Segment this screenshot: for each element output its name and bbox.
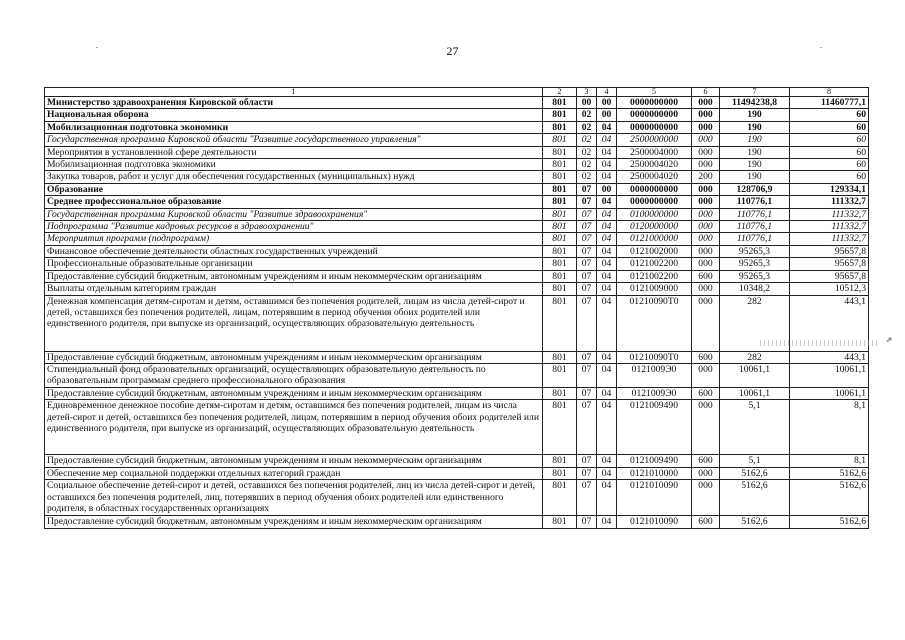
header-cell: 1	[45, 88, 543, 97]
target-article-cell: 0000000000	[617, 97, 692, 109]
table-row	[45, 245, 869, 257]
subsection-code-cell: 04	[597, 400, 617, 455]
row-name-cell: Среднее профессиональное образование	[45, 196, 543, 208]
row-name-cell: Финансовое обеспечение деятельности областных государственных учреждений	[45, 245, 543, 257]
row-name-cell: Мобилизационная подготовка экономики	[45, 121, 543, 133]
target-article-cell: 2500000000	[617, 134, 692, 146]
amount-year1-cell: 110776,1	[720, 233, 790, 245]
chapter-code-cell: 07	[577, 196, 597, 208]
expense-type-cell: 000	[692, 183, 720, 195]
section-code-cell: 801	[543, 121, 577, 133]
subsection-code-cell: 04	[597, 295, 617, 351]
section-code-cell: 801	[543, 455, 577, 467]
amount-year2-cell: 60	[790, 171, 869, 183]
target-article-cell: 0121002200	[617, 258, 692, 270]
chapter-code-cell: 07	[577, 400, 597, 455]
row-name-cell: Предоставление субсидий бюджетным, автономным учреждениям и иным некоммерческим организациям	[45, 516, 543, 528]
amount-year2-cell: 95657,8	[790, 258, 869, 270]
table-row	[45, 171, 869, 183]
section-code-cell: 801	[543, 146, 577, 158]
target-article-cell: 0121002200	[617, 270, 692, 282]
header-cell: 3	[577, 88, 597, 97]
table-row	[45, 146, 869, 158]
section-code-cell: 801	[543, 221, 577, 233]
amount-year1-cell: 190	[720, 159, 790, 171]
subsection-code-cell: 04	[597, 134, 617, 146]
target-article-cell: 0121009Э0	[617, 387, 692, 399]
section-code-cell: 801	[543, 233, 577, 245]
expense-type-cell: 000	[692, 295, 720, 351]
amount-year1-cell: 190	[720, 146, 790, 158]
section-code-cell: 801	[543, 467, 577, 479]
target-article-cell: 0121010000	[617, 467, 692, 479]
section-code-cell: 801	[543, 183, 577, 195]
subsection-code-cell: 04	[597, 146, 617, 158]
chapter-code-cell: 02	[577, 159, 597, 171]
expense-type-cell: 000	[692, 146, 720, 158]
chapter-code-cell: 02	[577, 146, 597, 158]
subsection-code-cell: 04	[597, 455, 617, 467]
chapter-code-cell: 00	[577, 97, 597, 109]
amount-year2-cell: 95657,8	[790, 245, 869, 257]
section-code-cell: 801	[543, 109, 577, 121]
subsection-code-cell: 04	[597, 196, 617, 208]
subsection-code-cell: 04	[597, 171, 617, 183]
chapter-code-cell: 07	[577, 233, 597, 245]
subsection-code-cell: 04	[597, 121, 617, 133]
amount-year2-cell: 8,1	[790, 400, 869, 455]
row-name-cell: Предоставление субсидий бюджетным, автономным учреждениям и иным некоммерческим организациям	[45, 351, 543, 363]
table-row	[45, 221, 869, 233]
expense-type-cell: 000	[692, 221, 720, 233]
chapter-code-cell: 02	[577, 134, 597, 146]
amount-year1-cell: 190	[720, 109, 790, 121]
header-cell: 8	[790, 88, 869, 97]
chapter-code-cell: 07	[577, 221, 597, 233]
target-article-cell: 2500004020	[617, 159, 692, 171]
expense-type-cell: 600	[692, 351, 720, 363]
amount-year2-cell: 60	[790, 134, 869, 146]
row-name-cell: Подпрограмма "Развитие кадровых ресурсов в здравоохранении"	[45, 221, 543, 233]
table-row	[45, 363, 869, 387]
subsection-code-cell: 04	[597, 351, 617, 363]
row-name-cell: Профессиональные образовательные организации	[45, 258, 543, 270]
expense-type-cell: 000	[692, 283, 720, 295]
target-article-cell: 0121009000	[617, 283, 692, 295]
expense-type-cell: 000	[692, 245, 720, 257]
target-article-cell: 0121010090	[617, 516, 692, 528]
target-article-cell: 01210090Т0	[617, 295, 692, 351]
amount-year1-cell: 110776,1	[720, 221, 790, 233]
header-cell: 6	[692, 88, 720, 97]
scan-smudge	[760, 340, 878, 346]
section-code-cell: 801	[543, 171, 577, 183]
table-row	[45, 455, 869, 467]
subsection-code-cell: 04	[597, 467, 617, 479]
section-code-cell: 801	[543, 480, 577, 516]
expense-type-cell: 000	[692, 159, 720, 171]
expense-type-cell: 000	[692, 467, 720, 479]
table-row	[45, 400, 869, 455]
subsection-code-cell: 04	[597, 233, 617, 245]
expense-type-cell: 200	[692, 171, 720, 183]
scan-dot	[96, 47, 98, 48]
chapter-code-cell: 07	[577, 295, 597, 351]
amount-year1-cell: 95265,3	[720, 245, 790, 257]
target-article-cell: 0120000000	[617, 221, 692, 233]
table-row	[45, 258, 869, 270]
amount-year2-cell: 443,1	[790, 351, 869, 363]
amount-year2-cell: 5162,6	[790, 467, 869, 479]
subsection-code-cell: 00	[597, 183, 617, 195]
expense-type-cell: 600	[692, 270, 720, 282]
amount-year1-cell: 128706,9	[720, 183, 790, 195]
table-row	[45, 270, 869, 282]
amount-year2-cell: 60	[790, 146, 869, 158]
amount-year1-cell: 95265,3	[720, 258, 790, 270]
amount-year1-cell: 5,1	[720, 400, 790, 455]
chapter-code-cell: 07	[577, 245, 597, 257]
target-article-cell: 0000000000	[617, 109, 692, 121]
amount-year2-cell: 5162,6	[790, 480, 869, 516]
row-name-cell: Обеспечение мер социальной поддержки отдельных категорий граждан	[45, 467, 543, 479]
amount-year1-cell: 5,1	[720, 455, 790, 467]
amount-year2-cell: 5162,6	[790, 516, 869, 528]
amount-year1-cell: 190	[720, 121, 790, 133]
amount-year1-cell: 110776,1	[720, 196, 790, 208]
table-row	[45, 351, 869, 363]
subsection-code-cell: 04	[597, 245, 617, 257]
chapter-code-cell: 07	[577, 258, 597, 270]
amount-year1-cell: 10348,2	[720, 283, 790, 295]
chapter-code-cell: 07	[577, 351, 597, 363]
row-name-cell: Мероприятия в установленной сфере деятельности	[45, 146, 543, 158]
table-row	[45, 121, 869, 133]
chapter-code-cell: 07	[577, 270, 597, 282]
subsection-code-cell: 00	[597, 97, 617, 109]
section-code-cell: 801	[543, 134, 577, 146]
chapter-code-cell: 02	[577, 121, 597, 133]
amount-year2-cell: 443,1	[790, 295, 869, 351]
page-number: 27	[446, 44, 459, 58]
amount-year1-cell: 190	[720, 171, 790, 183]
amount-year2-cell: 60	[790, 159, 869, 171]
expense-type-cell: 000	[692, 400, 720, 455]
table-row	[45, 233, 869, 245]
table-row	[45, 97, 869, 109]
subsection-code-cell: 00	[597, 109, 617, 121]
chapter-code-cell: 07	[577, 467, 597, 479]
target-article-cell: 0000000000	[617, 121, 692, 133]
expense-type-cell: 000	[692, 258, 720, 270]
expense-type-cell: 000	[692, 196, 720, 208]
row-name-cell: Предоставление субсидий бюджетным, автономным учреждениям и иным некоммерческим организациям	[45, 270, 543, 282]
chapter-code-cell: 07	[577, 183, 597, 195]
row-name-cell: Социальное обеспечение детей-сирот и детей, оставшихся без попечения родителей, лиц из числа детей-сирот и детей, оставшихся без попечения родителей, лиц, потерявших в период обучения обоих родителей или единственного родителя, в областных государственных организациях	[45, 480, 543, 516]
chapter-code-cell: 07	[577, 387, 597, 399]
expense-type-cell: 600	[692, 455, 720, 467]
expense-type-cell: 000	[692, 134, 720, 146]
section-code-cell: 801	[543, 258, 577, 270]
subsection-code-cell: 04	[597, 363, 617, 387]
section-code-cell: 801	[543, 283, 577, 295]
scan-dot	[820, 47, 822, 48]
chapter-code-cell: 07	[577, 283, 597, 295]
table-row	[45, 295, 869, 351]
expense-type-cell: 000	[692, 109, 720, 121]
target-article-cell: 0121002000	[617, 245, 692, 257]
row-name-cell: Стипендиальный фонд образовательных организаций, осуществляющих образовательную деятельность по образовательным программам среднего профессионального образования	[45, 363, 543, 387]
row-name-cell: Государственная программа Кировской области "Развитие государственного управления"	[45, 134, 543, 146]
expense-type-cell: 000	[692, 363, 720, 387]
section-code-cell: 801	[543, 245, 577, 257]
amount-year1-cell: 282	[720, 351, 790, 363]
amount-year1-cell: 5162,6	[720, 480, 790, 516]
header-cell: 4	[597, 88, 617, 97]
expense-type-cell: 000	[692, 97, 720, 109]
chapter-code-cell: 02	[577, 171, 597, 183]
subsection-code-cell: 04	[597, 258, 617, 270]
row-name-cell: Национальная оборона	[45, 109, 543, 121]
table-row	[45, 109, 869, 121]
table-row	[45, 467, 869, 479]
table-row	[45, 196, 869, 208]
section-code-cell: 801	[543, 387, 577, 399]
row-name-cell: Предоставление субсидий бюджетным, автономным учреждениям и иным некоммерческим организациям	[45, 455, 543, 467]
target-article-cell: 01210090Т0	[617, 351, 692, 363]
amount-year1-cell: 10061,1	[720, 363, 790, 387]
row-name-cell: Выплаты отдельным категориям граждан	[45, 283, 543, 295]
target-article-cell: 2500004020	[617, 171, 692, 183]
row-name-cell: Министерство здравоохранения Кировской области	[45, 97, 543, 109]
table-row	[45, 134, 869, 146]
table-row	[45, 516, 869, 528]
table-header-row	[45, 88, 869, 97]
subsection-code-cell: 04	[597, 283, 617, 295]
subsection-code-cell: 04	[597, 516, 617, 528]
target-article-cell: 0121000000	[617, 233, 692, 245]
target-article-cell: 0000000000	[617, 183, 692, 195]
expense-type-cell: 000	[692, 480, 720, 516]
section-code-cell: 801	[543, 363, 577, 387]
amount-year2-cell: 11460777,1	[790, 97, 869, 109]
subsection-code-cell: 04	[597, 221, 617, 233]
target-article-cell: 0121009Э0	[617, 363, 692, 387]
row-name-cell: Единовременное денежное пособие детям-сиротам и детям, оставшимся без попечения родителей, лицам из числа детей-сирот и детей, оставшихся без попечения родителей, лицам, потерявшим в период обучения обоих родителей или единственного родителя, при выпуске из организаций, осуществляющих образовательную деятельность	[45, 400, 543, 455]
section-code-cell: 801	[543, 97, 577, 109]
subsection-code-cell: 04	[597, 159, 617, 171]
section-code-cell: 801	[543, 295, 577, 351]
amount-year1-cell: 95265,3	[720, 270, 790, 282]
expense-type-cell: 000	[692, 208, 720, 220]
subsection-code-cell: 04	[597, 270, 617, 282]
chapter-code-cell: 07	[577, 516, 597, 528]
amount-year2-cell: 10512,3	[790, 283, 869, 295]
amount-year2-cell: 10061,1	[790, 387, 869, 399]
target-article-cell: 0100000000	[617, 208, 692, 220]
header-cell: 5	[617, 88, 692, 97]
table-row	[45, 387, 869, 399]
expense-type-cell: 600	[692, 516, 720, 528]
amount-year2-cell: 60	[790, 109, 869, 121]
chapter-code-cell: 07	[577, 363, 597, 387]
target-article-cell: 2500004000	[617, 146, 692, 158]
section-code-cell: 801	[543, 208, 577, 220]
amount-year1-cell: 11494238,8	[720, 97, 790, 109]
section-code-cell: 801	[543, 400, 577, 455]
row-name-cell: Закупка товаров, работ и услуг для обеспечения государственных (муниципальных) нужд	[45, 171, 543, 183]
section-code-cell: 801	[543, 516, 577, 528]
amount-year2-cell: 111332,7	[790, 233, 869, 245]
subsection-code-cell: 04	[597, 387, 617, 399]
table-row	[45, 283, 869, 295]
subsection-code-cell: 04	[597, 480, 617, 516]
amount-year2-cell: 95657,8	[790, 270, 869, 282]
expense-type-cell: 000	[692, 121, 720, 133]
row-name-cell: Мероприятия программ (подпрограмм)	[45, 233, 543, 245]
amount-year2-cell: 111332,7	[790, 208, 869, 220]
chapter-code-cell: 07	[577, 208, 597, 220]
row-name-cell: Денежная компенсация детям-сиротам и детям, оставшимся без попечения родителей, лицам из числа детей-сирот и детей, оставшихся без попечения родителей, лицам, потерявшим в период обучения обоих родителей или единственного родителя, при выпуске из организаций, осуществляющих образовательную деятельность	[45, 295, 543, 351]
section-code-cell: 801	[543, 196, 577, 208]
amount-year1-cell: 5162,6	[720, 467, 790, 479]
amount-year2-cell: 8,1	[790, 455, 869, 467]
row-name-cell: Государственная программа Кировской области "Развитие здравоохранения"	[45, 208, 543, 220]
target-article-cell: 0121010090	[617, 480, 692, 516]
expense-type-cell: 600	[692, 387, 720, 399]
chapter-code-cell: 02	[577, 109, 597, 121]
table-row	[45, 183, 869, 195]
target-article-cell: 0121009490	[617, 400, 692, 455]
row-name-cell: Образование	[45, 183, 543, 195]
amount-year2-cell: 60	[790, 121, 869, 133]
amount-year2-cell: 10061,1	[790, 363, 869, 387]
amount-year1-cell: 5162,6	[720, 516, 790, 528]
chapter-code-cell: 07	[577, 480, 597, 516]
target-article-cell: 0121009490	[617, 455, 692, 467]
scan-speck	[884, 334, 896, 344]
header-cell: 2	[543, 88, 577, 97]
amount-year2-cell: 129334,1	[790, 183, 869, 195]
table-row	[45, 480, 869, 516]
amount-year1-cell: 10061,1	[720, 387, 790, 399]
amount-year1-cell: 110776,1	[720, 208, 790, 220]
target-article-cell: 0000000000	[617, 196, 692, 208]
row-name-cell: Предоставление субсидий бюджетным, автономным учреждениям и иным некоммерческим организациям	[45, 387, 543, 399]
section-code-cell: 801	[543, 270, 577, 282]
table-row	[45, 159, 869, 171]
row-name-cell: Мобилизационная подготовка экономики	[45, 159, 543, 171]
budget-table	[44, 87, 869, 529]
header-cell: 7	[720, 88, 790, 97]
table-row	[45, 208, 869, 220]
expense-type-cell: 000	[692, 233, 720, 245]
section-code-cell: 801	[543, 351, 577, 363]
amount-year1-cell: 190	[720, 134, 790, 146]
amount-year1-cell: 282	[720, 295, 790, 351]
chapter-code-cell: 07	[577, 455, 597, 467]
amount-year2-cell: 111332,7	[790, 221, 869, 233]
amount-year2-cell: 111332,7	[790, 196, 869, 208]
subsection-code-cell: 04	[597, 208, 617, 220]
section-code-cell: 801	[543, 159, 577, 171]
